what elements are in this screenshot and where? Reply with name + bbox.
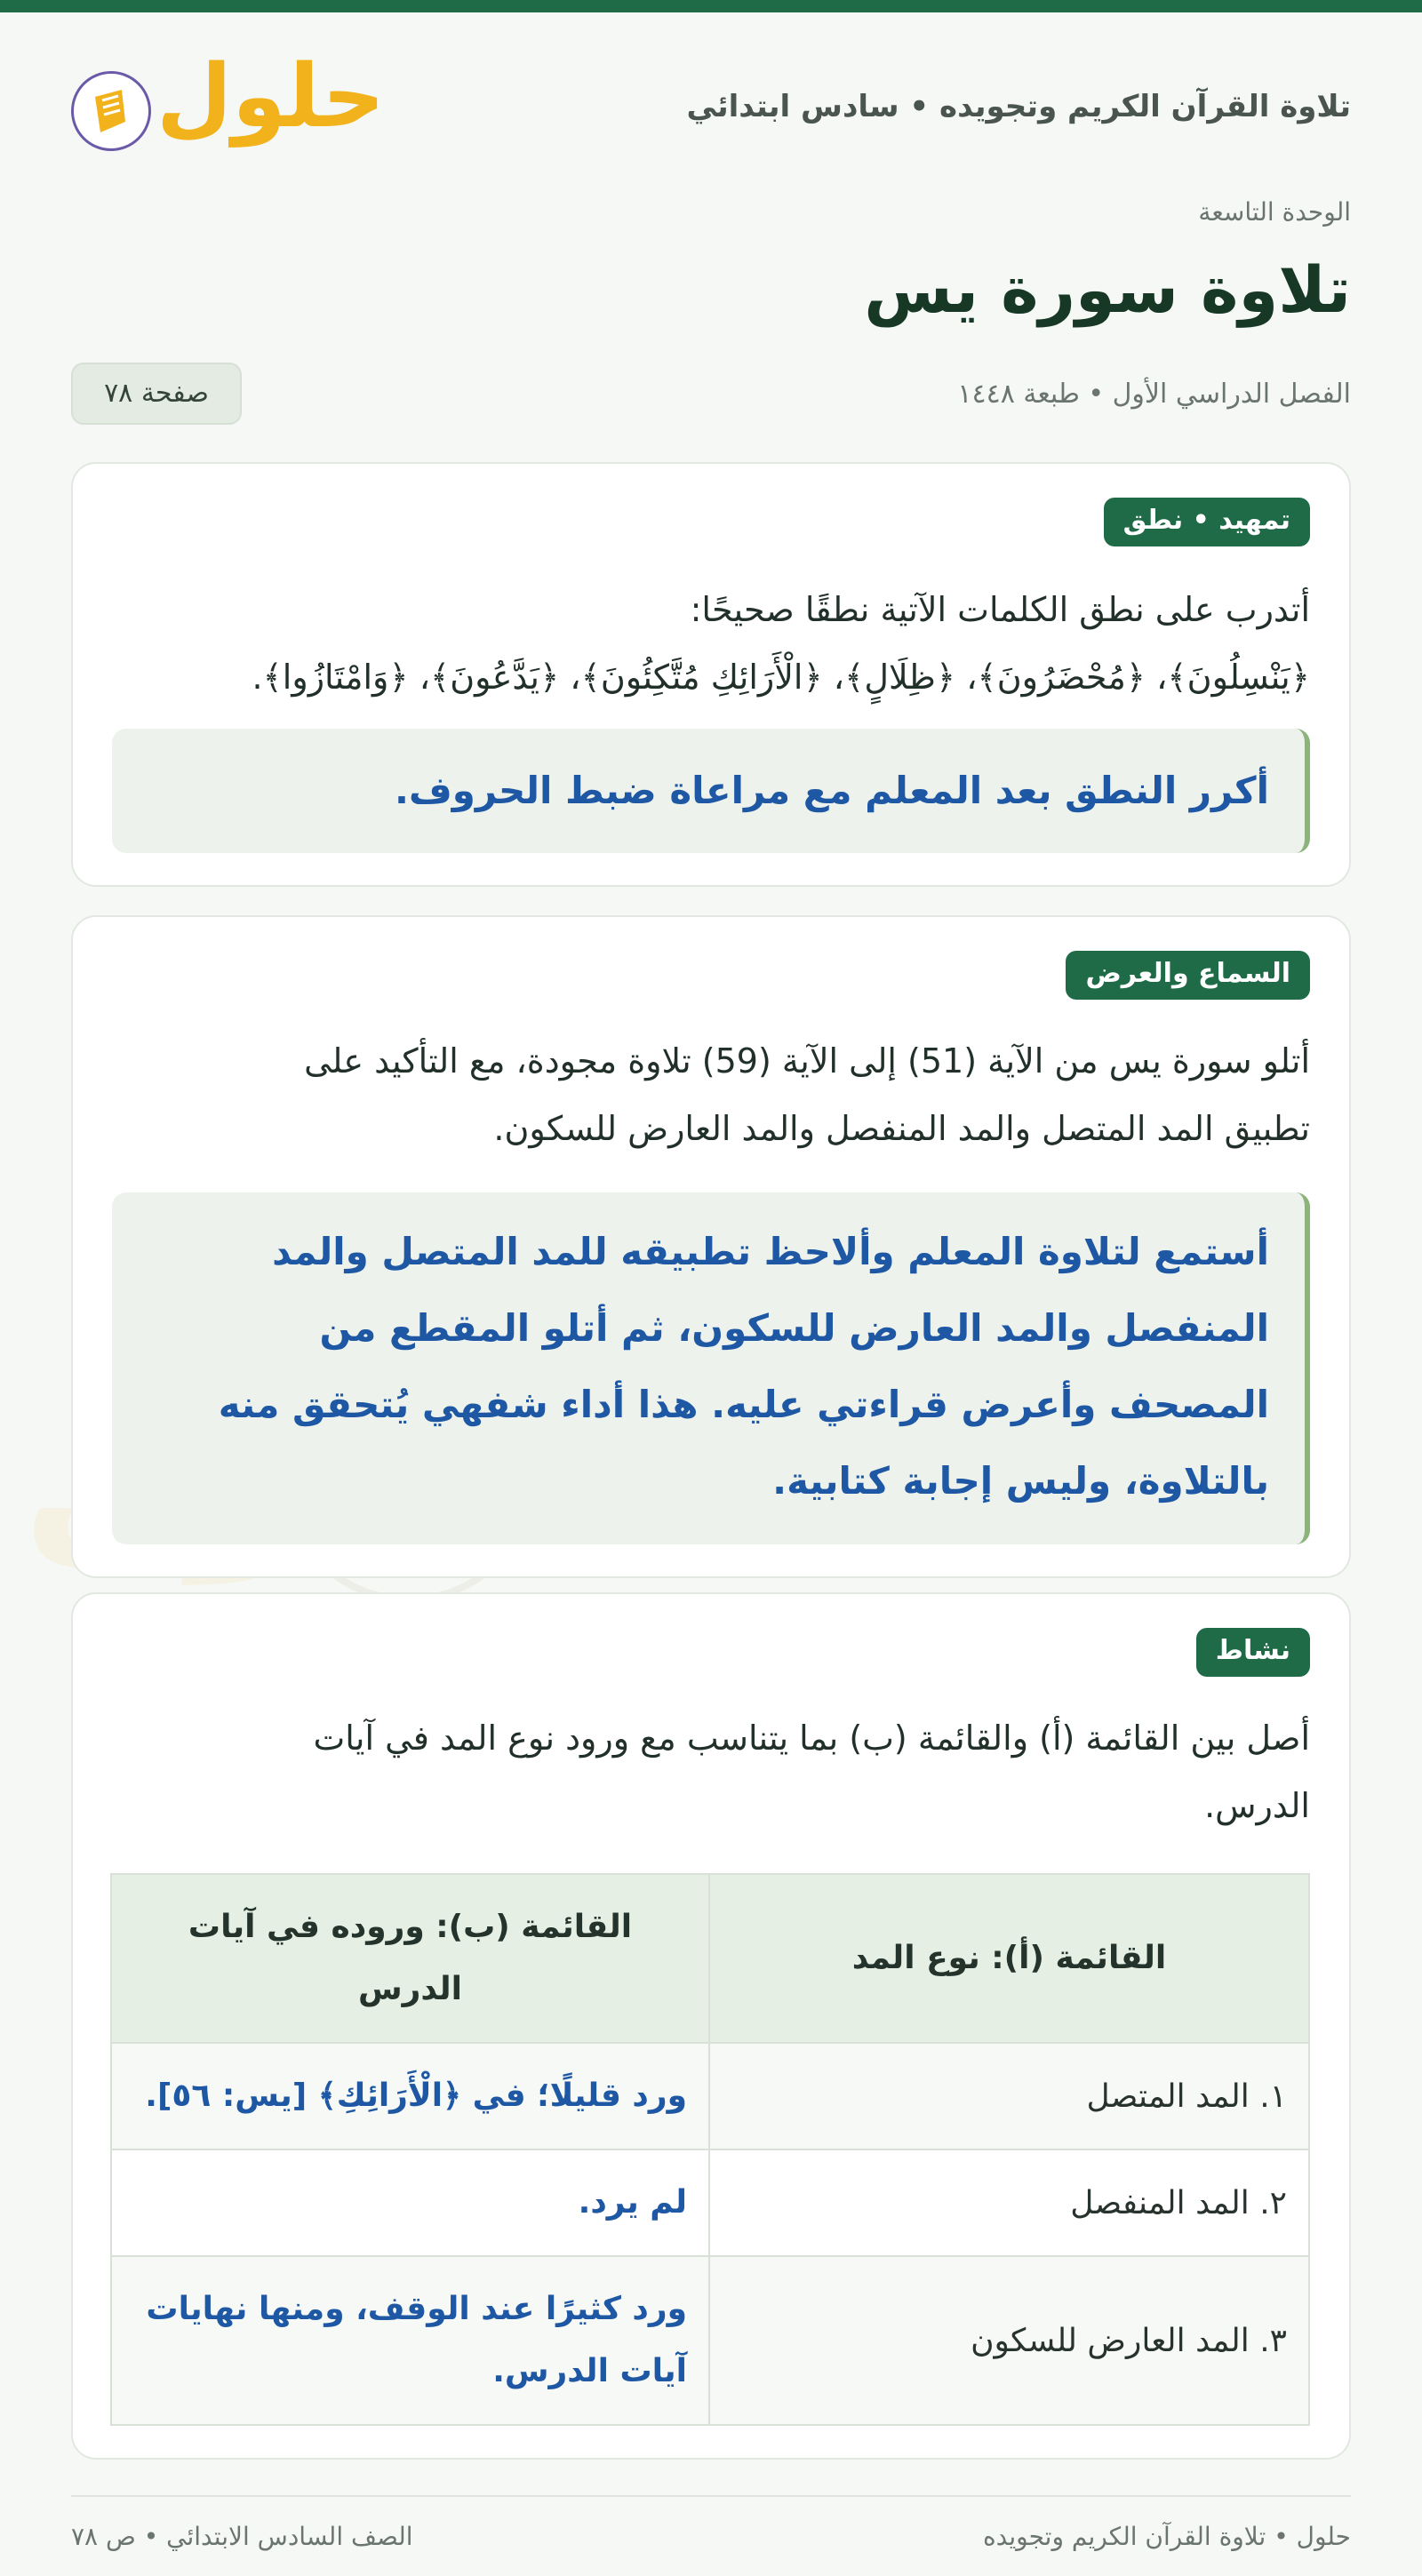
answer-line: بالتلاوة، وليس إجابة كتابية. (772, 1459, 1269, 1503)
matching-table (110, 1873, 1310, 2426)
column-header-a: القائمة (أ): نوع المد (709, 1874, 1309, 2043)
answer-line: المصحف وأعرض قراءتي عليه. هذا أداء شفهي يُتحقق منه (218, 1383, 1269, 1426)
answer-line: المنفصل والمد العارض للسكون، ثم أتلو المقطع من (319, 1306, 1269, 1350)
pronunciation-prompt (112, 576, 1310, 711)
section-tag: نشاط (1196, 1628, 1310, 1677)
table-header-row (111, 1874, 1309, 2043)
column-header-b: القائمة (ب): وروده في آيات الدرس (111, 1874, 709, 2043)
footer-divider (71, 2495, 1351, 2497)
cell-madd-type: ٢. المد المنفصل (709, 2149, 1309, 2256)
hulul-logo[interactable] (71, 46, 386, 165)
footer-source: حلول • تلاوة القرآن الكريم وتجويده (982, 2522, 1351, 2551)
listening-prompt (112, 1027, 1310, 1162)
top-accent-bar (0, 0, 1422, 12)
cell-madd-type: ١. المد المتصل (709, 2043, 1309, 2149)
table-row (111, 2149, 1309, 2256)
answer-box (112, 1192, 1310, 1544)
prompt-line: تطبيق المد المتصل والمد المنفصل والمد العارض للسكون. (493, 1109, 1310, 1148)
footer-page-info: الصف السادس الابتدائي • ص ٧٨ (71, 2522, 413, 2551)
cell-occurrence: ورد كثيرًا عند الوقف، ومنها نهايات آيات الدرس. (111, 2256, 709, 2425)
term-edition: الفصل الدراسي الأول • طبعة ١٤٤٨ (957, 379, 1351, 410)
book-icon (71, 71, 151, 151)
logo-text: حلول (156, 46, 386, 148)
unit-label: الوحدة التاسعة (1198, 197, 1351, 227)
section-tag: تمهيد • نطق (1104, 498, 1310, 546)
page (71, 12, 1351, 2551)
table-row (111, 2256, 1309, 2425)
header (71, 12, 1351, 208)
cell-occurrence: ورد قليلًا؛ في ﴿الْأَرَائِكِ﴾ [يس: ٥٦]. (111, 2043, 709, 2149)
word-list: ﴿يَنْسِلُونَ﴾، ﴿مُحْضَرُونَ﴾، ﴿ظِلَالٍ﴾، ﴿الْأَرَائِكِ مُتَّكِئُونَ﴾، ﴿يَدَّعُونَ﴾، ﴿وَامْتَازُوا﴾. (252, 658, 1310, 697)
listening-card (71, 915, 1351, 1578)
answer-box: أكرر النطق بعد المعلم مع مراعاة ضبط الحروف. (112, 729, 1310, 853)
prompt-line: أصل بين القائمة (أ) والقائمة (ب) بما يتناسب مع ورود نوع المد في آيات (313, 1719, 1310, 1758)
course-title: تلاوة القرآن الكريم وتجويده • سادس ابتدائي (686, 89, 1351, 124)
pronunciation-card (71, 462, 1351, 887)
cell-madd-type: ٣. المد العارض للسكون (709, 2256, 1309, 2425)
answer-line: أستمع لتلاوة المعلم وألاحظ تطبيقه للمد المتصل والمد (272, 1230, 1269, 1273)
table-row (111, 2043, 1309, 2149)
prompt-line: أتلو سورة يس من الآية (51) إلى الآية (59) تلاوة مجودة، مع التأكيد على (304, 1041, 1310, 1081)
prompt-line: الدرس. (1204, 1786, 1310, 1825)
cell-occurrence: لم يرد. (111, 2149, 709, 2256)
activity-prompt (112, 1704, 1310, 1839)
prompt-line: أتدرب على نطق الكلمات الآتية نطقًا صحيحًا: (690, 590, 1310, 629)
lesson-title: تلاوة سورة يس (864, 252, 1351, 327)
page-number-badge: صفحة ٧٨ (71, 363, 242, 425)
activity-card (71, 1592, 1351, 2460)
section-tag: السماع والعرض (1066, 951, 1310, 1000)
